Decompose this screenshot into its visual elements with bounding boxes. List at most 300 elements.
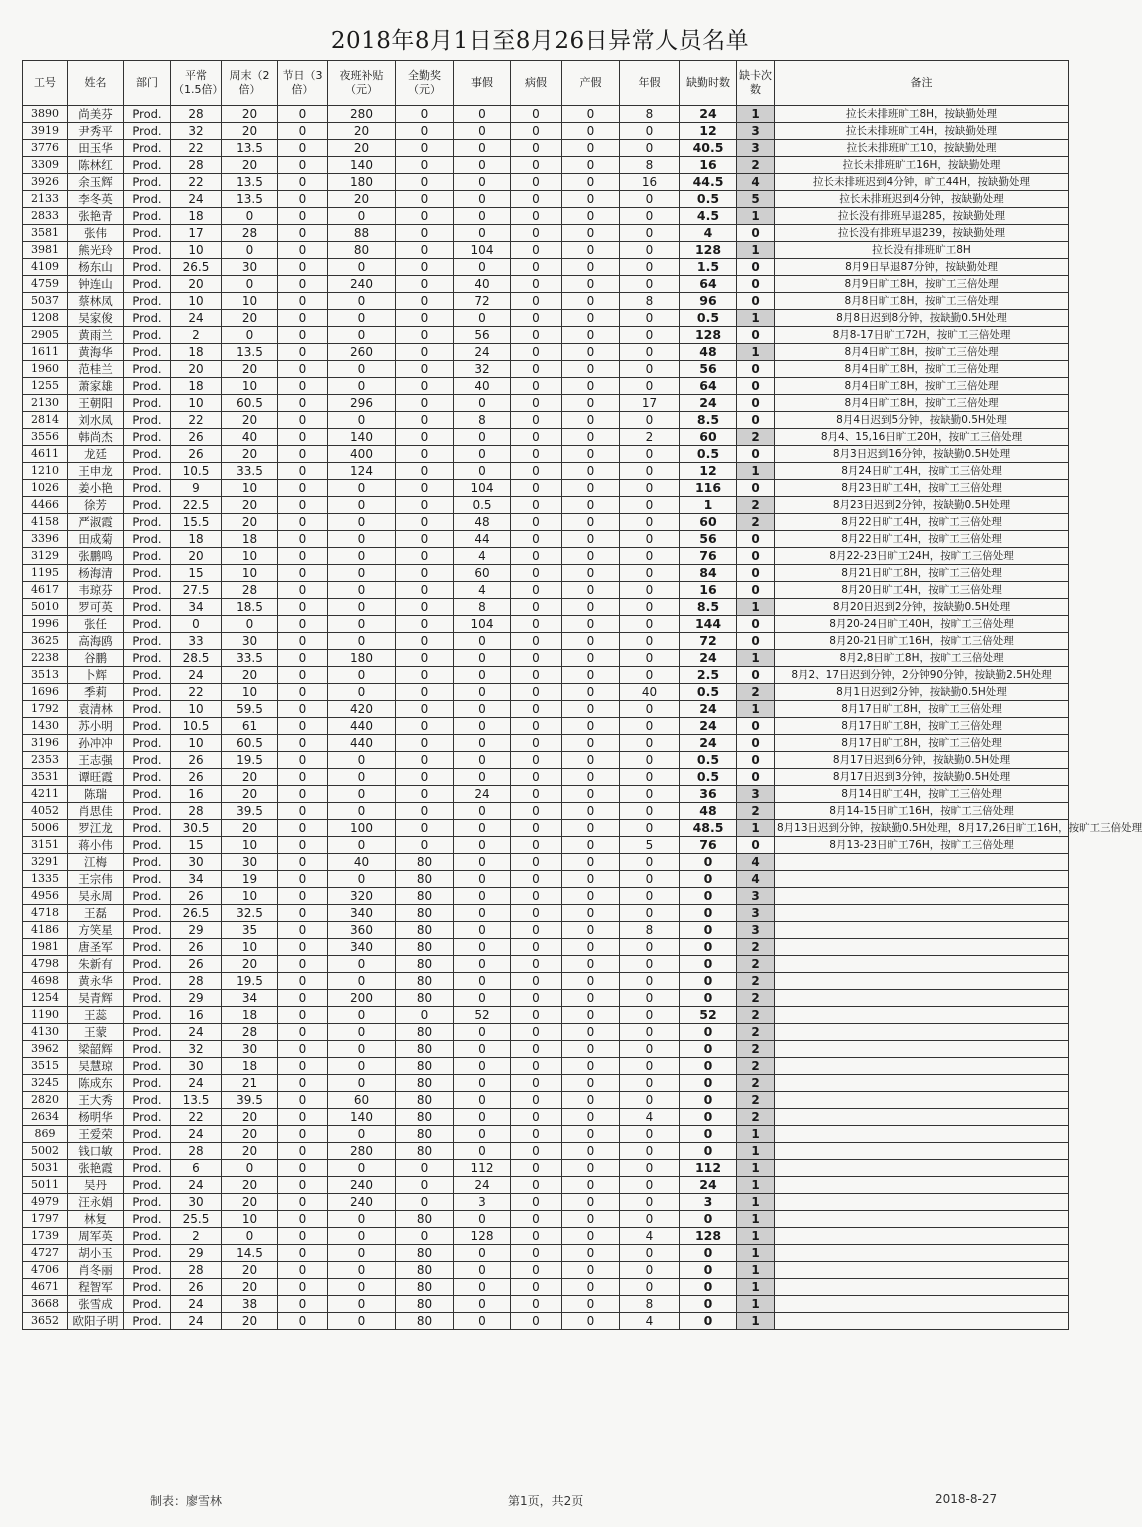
table-cell: 0 [396, 786, 454, 803]
table-cell: 21 [222, 1075, 278, 1092]
table-cell: 0 [396, 531, 454, 548]
table-cell: 江梅 [68, 854, 124, 871]
table-cell: 19 [222, 871, 278, 888]
table-cell: 韩尚杰 [68, 429, 124, 446]
table-cell: 32 [454, 361, 511, 378]
table-cell: 80 [328, 242, 396, 259]
table-cell: 0 [328, 361, 396, 378]
table-cell: 周军英 [68, 1228, 124, 1245]
table-cell: 杨明华 [68, 1109, 124, 1126]
table-cell: Prod. [124, 446, 171, 463]
table-cell: 0 [620, 616, 680, 633]
table-cell: 0 [511, 344, 562, 361]
table-row [23, 140, 1069, 157]
table-cell: 0 [562, 1041, 620, 1058]
table-row [23, 990, 1069, 1007]
table-cell: 2 [737, 939, 775, 956]
table-cell: 28 [171, 803, 222, 820]
table-cell: 0 [511, 1194, 562, 1211]
table-cell: 0 [511, 242, 562, 259]
table-cell: 0 [620, 446, 680, 463]
table-cell: Prod. [124, 1109, 171, 1126]
table-cell: 24 [680, 718, 737, 735]
table-cell: 0 [328, 1313, 396, 1330]
table-cell: 4798 [23, 956, 68, 973]
table-cell: 0 [562, 1194, 620, 1211]
table-cell: 杨海清 [68, 565, 124, 582]
table-cell: 0 [620, 497, 680, 514]
table-cell: 200 [328, 990, 396, 1007]
table-cell: 1 [737, 1245, 775, 1262]
table-cell: 26 [171, 888, 222, 905]
table-cell: Prod. [124, 344, 171, 361]
table-cell: 1430 [23, 718, 68, 735]
table-cell: 0 [511, 548, 562, 565]
table-cell: 8月14-15日旷工16H，按旷工三倍处理 [775, 803, 1069, 820]
table-cell: 尚美芬 [68, 106, 124, 123]
table-cell: 18 [222, 531, 278, 548]
column-header: 姓名 [68, 61, 124, 106]
table-cell [775, 1245, 1069, 1262]
table-cell: 0 [328, 752, 396, 769]
table-cell: 王朝阳 [68, 395, 124, 412]
table-cell: 20 [222, 1126, 278, 1143]
table-cell: 1 [737, 208, 775, 225]
table-cell: 0 [737, 276, 775, 293]
table-row [23, 344, 1069, 361]
table-cell [775, 905, 1069, 922]
table-cell: 0 [278, 480, 328, 497]
table-cell: 0 [511, 276, 562, 293]
table-cell: 0 [396, 327, 454, 344]
table-cell: 28 [171, 157, 222, 174]
table-cell: 0 [328, 786, 396, 803]
table-cell: 8月8日旷工8H，按旷工三倍处理 [775, 293, 1069, 310]
table-cell: 0 [562, 123, 620, 140]
table-row [23, 1211, 1069, 1228]
table-cell: 1254 [23, 990, 68, 1007]
table-cell: 0 [562, 667, 620, 684]
table-cell: 13.5 [222, 191, 278, 208]
table-cell: 0 [511, 429, 562, 446]
table-cell: 60 [680, 429, 737, 446]
table-cell: 0 [511, 480, 562, 497]
table-cell: 高海鸥 [68, 633, 124, 650]
table-cell: 8月4日旷工8H，按旷工三倍处理 [775, 395, 1069, 412]
table-cell: 36 [680, 786, 737, 803]
table-row [23, 820, 1069, 837]
table-header-row [23, 61, 1069, 106]
table-cell: 谭旺霞 [68, 769, 124, 786]
table-cell: 0 [511, 990, 562, 1007]
table-cell [775, 1296, 1069, 1313]
table-cell: 2634 [23, 1109, 68, 1126]
table-cell: 0 [620, 276, 680, 293]
table-cell: 0 [562, 140, 620, 157]
table-cell: 9 [171, 480, 222, 497]
table-cell: 0 [562, 905, 620, 922]
table-cell: 10 [171, 701, 222, 718]
table-cell: 8月13日迟到分钟，按缺勤0.5H处理，8月17,26日旷工16H，按旷工三倍处理 [775, 820, 1069, 837]
table-cell: 26 [171, 446, 222, 463]
table-cell: 0 [620, 633, 680, 650]
table-cell: 0 [562, 633, 620, 650]
table-cell: 2814 [23, 412, 68, 429]
table-row [23, 1058, 1069, 1075]
table-cell: 0 [278, 1279, 328, 1296]
table-cell: 4 [620, 1313, 680, 1330]
table-cell: 0 [278, 242, 328, 259]
table-cell: 陈成东 [68, 1075, 124, 1092]
table-cell: 13.5 [222, 344, 278, 361]
table-cell: 0 [511, 650, 562, 667]
table-cell: 18 [171, 344, 222, 361]
table-cell: Prod. [124, 514, 171, 531]
table-row [23, 1143, 1069, 1160]
table-cell: 1996 [23, 616, 68, 633]
table-cell: 0 [222, 276, 278, 293]
table-cell: 3531 [23, 769, 68, 786]
table-cell: Prod. [124, 786, 171, 803]
table-cell: 30 [222, 259, 278, 276]
table-row [23, 650, 1069, 667]
table-cell: 0 [454, 1296, 511, 1313]
table-cell: 0 [737, 718, 775, 735]
table-cell: Prod. [124, 361, 171, 378]
table-cell: 72 [680, 633, 737, 650]
table-cell: 8月1日迟到2分钟，按缺勤0.5H处理 [775, 684, 1069, 701]
table-cell: 0 [396, 650, 454, 667]
table-cell: 1 [737, 242, 775, 259]
table-cell: 0 [278, 769, 328, 786]
table-cell: Prod. [124, 123, 171, 140]
table-cell: 1 [737, 1194, 775, 1211]
table-cell: 黄雨兰 [68, 327, 124, 344]
table-cell: 0 [620, 1160, 680, 1177]
table-cell: 0 [454, 973, 511, 990]
table-cell: 0 [680, 973, 737, 990]
table-cell: 孙冲冲 [68, 735, 124, 752]
table-cell: 0 [396, 837, 454, 854]
table-cell: 20 [222, 123, 278, 140]
table-cell: 0 [396, 701, 454, 718]
table-cell: 0 [562, 1279, 620, 1296]
table-cell: 0 [278, 531, 328, 548]
table-cell: 80 [396, 1279, 454, 1296]
table-cell: 112 [454, 1160, 511, 1177]
table-cell: 280 [328, 1143, 396, 1160]
table-cell: 24 [454, 786, 511, 803]
table-cell: 0 [620, 123, 680, 140]
table-row [23, 497, 1069, 514]
table-cell: 0 [562, 939, 620, 956]
table-cell [775, 1160, 1069, 1177]
table-cell: 24 [454, 344, 511, 361]
table-cell: 22 [171, 140, 222, 157]
table-cell: 0 [454, 123, 511, 140]
table-cell: 2 [737, 1075, 775, 1092]
table-cell: 20 [171, 361, 222, 378]
table-cell: 3776 [23, 140, 68, 157]
table-row [23, 1109, 1069, 1126]
table-cell: Prod. [124, 1177, 171, 1194]
table-cell: 0 [737, 361, 775, 378]
table-cell: 40 [328, 854, 396, 871]
table-cell: 8月4日旷工8H，按旷工三倍处理 [775, 344, 1069, 361]
table-row [23, 1296, 1069, 1313]
table-row [23, 412, 1069, 429]
table-cell: 5 [620, 837, 680, 854]
table-cell: 0 [562, 1075, 620, 1092]
table-cell: Prod. [124, 973, 171, 990]
table-cell: 48 [680, 344, 737, 361]
table-cell: 0 [511, 667, 562, 684]
table-cell: 0 [278, 786, 328, 803]
table-cell: 0 [620, 140, 680, 157]
table-cell: 0 [454, 633, 511, 650]
table-cell: 0 [680, 1075, 737, 1092]
table-cell: 20 [222, 497, 278, 514]
table-cell: 王磊 [68, 905, 124, 922]
table-cell: 0 [562, 973, 620, 990]
table-cell: 3668 [23, 1296, 68, 1313]
table-cell: 林复 [68, 1211, 124, 1228]
table-cell: 0 [511, 497, 562, 514]
table-cell: 0 [328, 1228, 396, 1245]
table-cell: 24 [680, 650, 737, 667]
table-cell: 13.5 [222, 140, 278, 157]
table-cell: 3151 [23, 837, 68, 854]
table-cell: 0 [278, 905, 328, 922]
table-cell: 80 [396, 1092, 454, 1109]
table-cell [775, 1313, 1069, 1330]
table-cell: 梁韶辉 [68, 1041, 124, 1058]
table-cell: 0 [511, 123, 562, 140]
table-cell: 0 [511, 531, 562, 548]
table-cell: 20 [222, 412, 278, 429]
table-cell: Prod. [124, 582, 171, 599]
table-cell: 24 [680, 1177, 737, 1194]
table-cell: 蔡林凤 [68, 293, 124, 310]
table-cell: 0 [737, 633, 775, 650]
table-cell: 8月20日迟到2分钟，按缺勤0.5H处理 [775, 599, 1069, 616]
table-cell: 0 [278, 106, 328, 123]
table-cell: 0 [680, 854, 737, 871]
table-row [23, 293, 1069, 310]
table-cell: 10 [222, 1211, 278, 1228]
table-cell [775, 1177, 1069, 1194]
table-cell: 40 [620, 684, 680, 701]
table-cell: 10 [222, 293, 278, 310]
table-cell: 56 [680, 361, 737, 378]
table-cell: 32 [171, 1041, 222, 1058]
table-cell: 15 [171, 837, 222, 854]
table-cell: 0 [620, 888, 680, 905]
table-cell: 0.5 [680, 752, 737, 769]
table-cell: Prod. [124, 548, 171, 565]
table-cell: 0 [620, 310, 680, 327]
table-cell: 3 [737, 888, 775, 905]
table-cell: 0 [562, 769, 620, 786]
table-cell: 17 [620, 395, 680, 412]
table-cell: 0 [396, 225, 454, 242]
table-cell: 100 [328, 820, 396, 837]
table-cell: 0 [454, 803, 511, 820]
table-cell [775, 1092, 1069, 1109]
table-cell: 0 [511, 973, 562, 990]
table-cell: 0 [396, 395, 454, 412]
table-cell: 0 [620, 361, 680, 378]
table-cell: 33.5 [222, 650, 278, 667]
table-cell: 方笑星 [68, 922, 124, 939]
table-cell: 0 [328, 259, 396, 276]
table-row [23, 327, 1069, 344]
table-cell: 0 [620, 327, 680, 344]
table-cell: 0 [680, 922, 737, 939]
table-cell: 22 [171, 412, 222, 429]
table-cell: 0 [396, 293, 454, 310]
table-cell: 0 [278, 1143, 328, 1160]
table-cell: 0 [278, 1245, 328, 1262]
table-cell: 26 [171, 939, 222, 956]
table-cell: 0 [328, 1262, 396, 1279]
table-cell: 280 [328, 106, 396, 123]
table-cell: 0 [278, 973, 328, 990]
table-cell: 3919 [23, 123, 68, 140]
table-cell: 0 [620, 412, 680, 429]
table-cell: 4698 [23, 973, 68, 990]
table-cell: 0 [620, 667, 680, 684]
table-cell: 29 [171, 990, 222, 1007]
table-cell: Prod. [124, 327, 171, 344]
table-cell: Prod. [124, 990, 171, 1007]
table-cell: 3890 [23, 106, 68, 123]
table-cell: 180 [328, 174, 396, 191]
table-cell: 0 [562, 701, 620, 718]
table-row [23, 718, 1069, 735]
table-cell: Prod. [124, 225, 171, 242]
table-cell: 2133 [23, 191, 68, 208]
table-cell: 0 [562, 276, 620, 293]
table-cell: 0 [454, 752, 511, 769]
table-cell: 0 [396, 1177, 454, 1194]
table-cell: 0 [278, 1313, 328, 1330]
table-row [23, 1092, 1069, 1109]
table-cell: 5002 [23, 1143, 68, 1160]
table-cell: 0 [620, 259, 680, 276]
table-cell: 0 [396, 1228, 454, 1245]
table-row [23, 480, 1069, 497]
table-cell: Prod. [124, 769, 171, 786]
table-cell: 0 [222, 1228, 278, 1245]
table-cell: 39.5 [222, 803, 278, 820]
table-cell: 35 [222, 922, 278, 939]
table-row [23, 854, 1069, 871]
table-cell: 10.5 [171, 463, 222, 480]
table-cell: 0 [511, 837, 562, 854]
table-cell: 拉长没有排班早退285，按缺勤处理 [775, 208, 1069, 225]
table-row [23, 871, 1069, 888]
table-cell: 0 [396, 769, 454, 786]
table-cell: 4211 [23, 786, 68, 803]
table-cell: 10 [171, 293, 222, 310]
table-cell: 0 [278, 684, 328, 701]
table-cell: 拉长未排班旷工10，按缺勤处理 [775, 140, 1069, 157]
table-row [23, 922, 1069, 939]
table-cell: 0 [454, 837, 511, 854]
table-cell [775, 1075, 1069, 1092]
table-cell: 59.5 [222, 701, 278, 718]
column-header: 工号 [23, 61, 68, 106]
table-cell: 0 [511, 599, 562, 616]
table-cell: 0 [396, 1007, 454, 1024]
table-cell: 0 [396, 106, 454, 123]
table-cell: 0 [328, 1041, 396, 1058]
table-cell: 0 [511, 514, 562, 531]
table-cell: 16 [620, 174, 680, 191]
column-header: 平常（1.5倍） [171, 61, 222, 106]
table-cell [775, 1126, 1069, 1143]
table-cell: 48.5 [680, 820, 737, 837]
table-cell: Prod. [124, 1313, 171, 1330]
table-cell: 0 [620, 1075, 680, 1092]
table-cell: 0 [511, 1109, 562, 1126]
table-cell: 1739 [23, 1228, 68, 1245]
table-row [23, 565, 1069, 582]
table-cell: 20 [222, 1177, 278, 1194]
table-cell: 1 [737, 1160, 775, 1177]
table-cell: Prod. [124, 854, 171, 871]
table-cell: 0 [328, 956, 396, 973]
table-cell: Prod. [124, 395, 171, 412]
table-cell: 24 [171, 1126, 222, 1143]
table-cell: 0 [562, 497, 620, 514]
table-cell: 0 [620, 956, 680, 973]
table-cell: 28 [171, 106, 222, 123]
table-row [23, 786, 1069, 803]
table-cell: 44 [454, 531, 511, 548]
table-cell: 0 [396, 429, 454, 446]
table-cell: 0 [454, 1024, 511, 1041]
table-cell: 3196 [23, 735, 68, 752]
table-cell: 0 [278, 1262, 328, 1279]
table-cell: 钱口敏 [68, 1143, 124, 1160]
table-cell: 0 [562, 225, 620, 242]
table-cell: 0 [511, 1313, 562, 1330]
table-cell: 4109 [23, 259, 68, 276]
table-row [23, 463, 1069, 480]
table-cell: 0 [511, 1245, 562, 1262]
table-cell: 61 [222, 718, 278, 735]
table-cell: 240 [328, 1177, 396, 1194]
table-cell: 0 [278, 259, 328, 276]
table-cell: 40 [222, 429, 278, 446]
table-cell: 0 [278, 735, 328, 752]
table-cell: 869 [23, 1126, 68, 1143]
table-cell: 0 [278, 1126, 328, 1143]
table-cell: 0 [511, 1262, 562, 1279]
table-cell: 0 [328, 1160, 396, 1177]
table-cell: 0 [562, 106, 620, 123]
table-cell: 420 [328, 701, 396, 718]
table-cell: 0 [278, 548, 328, 565]
table-row [23, 395, 1069, 412]
table-cell: 64 [680, 276, 737, 293]
table-cell: 0 [328, 1075, 396, 1092]
table-cell: 0 [511, 735, 562, 752]
table-row [23, 582, 1069, 599]
table-cell: 0 [680, 1092, 737, 1109]
